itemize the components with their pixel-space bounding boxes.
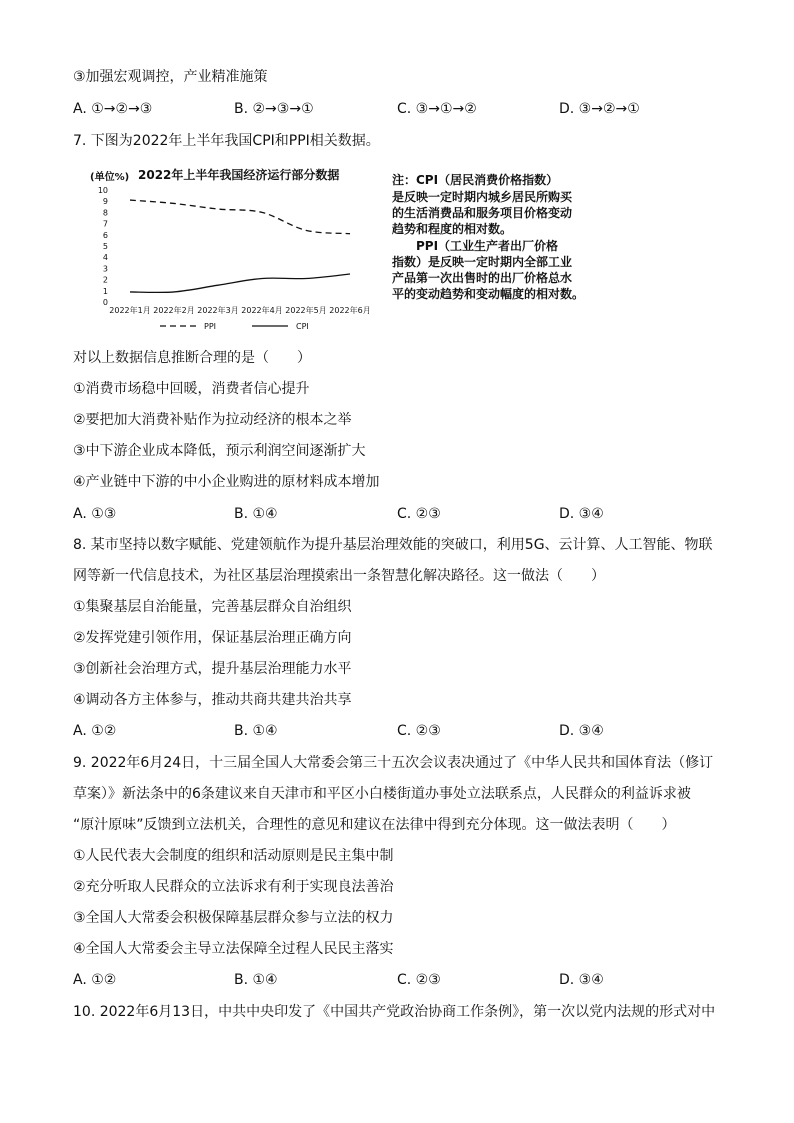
chart-note-line: 趋势和程度的相对数。 — [392, 222, 513, 236]
y-tick-label: 4 — [102, 253, 108, 263]
q7-item-1: ①消费市场稳中回暖，消费者信心提升 — [73, 381, 310, 397]
q7-option-b[interactable]: B. ①④ — [234, 506, 278, 522]
q7-question: 对以上数据信息推断合理的是（ ） — [73, 350, 311, 366]
q6-option-b[interactable]: B. ②→③→① — [234, 101, 314, 117]
chart-note-line: PPI（工业生产者出厂价格 — [392, 239, 559, 253]
x-tick-label: 2022年5月 — [285, 306, 327, 315]
q9-option-b[interactable]: B. ①④ — [234, 972, 278, 988]
q9-stem-line-1: 9. 2022年6月24日，十三届全国人大常委会第三十五次会议表决通过了《中华人民共和国体育法（修订 — [73, 755, 714, 771]
y-tick-label: 1 — [102, 286, 108, 296]
q8-option-d[interactable]: D. ③④ — [559, 723, 604, 739]
x-tick-label: 2022年3月 — [197, 306, 239, 315]
q7-item-4: ④产业链中下游的中小企业购进的原材料成本增加 — [73, 474, 380, 490]
q7-stem: 7. 下图为2022年上半年我国CPI和PPI相关数据。 — [73, 133, 380, 149]
q7-option-c[interactable]: C. ②③ — [397, 506, 441, 522]
q6-item-3: ③加强宏观调控，产业精准施策 — [73, 69, 268, 85]
q9-item-3: ③全国人大常委会积极保障基层群众参与立法的权力 — [73, 910, 394, 926]
q8-stem-line-1: 8. 某市坚持以数字赋能、党建领航作为提升基层治理效能的突破口，利用5G、云计算、人工智能、物联 — [73, 537, 713, 553]
chart-note-line: 指数）是反映一定时期内全部工业 — [392, 255, 573, 269]
y-tick-label: 8 — [102, 208, 108, 218]
series-line-ppi — [130, 200, 350, 234]
q9-stem-line-2: 草案）》新法条中的6条建议来自天津市和平区小白楼街道办事处立法联系点，人民群众的利益诉求被 — [73, 786, 691, 802]
q9-option-a[interactable]: A. ①② — [73, 972, 117, 988]
q9-item-1: ①人民代表大会制度的组织和活动原则是民主集中制 — [73, 848, 394, 864]
q7-item-3: ③中下游企业成本降低，预示利润空间逐渐扩大 — [73, 443, 366, 459]
series-line-cpi — [130, 274, 350, 292]
q8-stem-line-2: 网等新一代信息技术，为社区基层治理摸索出一条智慧化解决路径。这一做法（ ） — [73, 568, 605, 584]
y-tick-label: 0 — [102, 298, 108, 307]
q7-item-2: ②要把加大消费补贴作为拉动经济的根本之举 — [73, 412, 352, 428]
q9-item-2: ②充分听取人民群众的立法诉求有利于实现良法善治 — [73, 879, 394, 895]
y-tick-label: 9 — [102, 197, 108, 207]
q8-option-a[interactable]: A. ①② — [73, 723, 117, 739]
q7-option-a[interactable]: A. ①③ — [73, 506, 117, 522]
y-tick-label: 2 — [102, 275, 108, 285]
y-tick-label: 5 — [102, 242, 108, 251]
x-tick-label: 2022年2月 — [153, 306, 195, 315]
q8-item-1: ①集聚基层自治能量，完善基层群众自治组织 — [73, 599, 352, 615]
chart-note-line: 注：CPI（居民消费价格指数） — [392, 173, 559, 187]
chart-unit-label: (单位%) — [90, 172, 130, 183]
q9-option-c[interactable]: C. ②③ — [397, 972, 441, 988]
q6-option-c[interactable]: C. ③→①→② — [397, 101, 477, 117]
y-tick-label: 6 — [102, 230, 108, 240]
q8-item-2: ②发挥党建引领作用，保证基层治理正确方向 — [73, 630, 352, 646]
chart-note-line: 平的变动趋势和变动幅度的相对数。 — [392, 287, 585, 301]
legend-label-cpi: CPI — [296, 322, 309, 331]
q6-option-a[interactable]: A. ①→②→③ — [73, 101, 153, 117]
q7-option-d[interactable]: D. ③④ — [559, 506, 604, 522]
chart-title: 2022年上半年我国经济运行部分数据 — [138, 168, 340, 182]
q9-option-d[interactable]: D. ③④ — [559, 972, 604, 988]
q10-stem: 10. 2022年6月13日，中共中央印发了《中国共产党政治协商工作条例》，第一次以党内法规的形式对中 — [73, 1004, 716, 1020]
x-tick-label: 2022年4月 — [241, 306, 283, 315]
chart-note-line: 产品第一次出售时的出厂价格总水 — [392, 271, 573, 285]
chart-note-line: 的生活消费品和服务项目价格变动 — [392, 206, 573, 220]
cpi-ppi-line-chart — [80, 180, 390, 340]
q9-item-4: ④全国人大常委会主导立法保障全过程人民民主落实 — [73, 941, 394, 957]
q9-stem-line-3: “原汁原味”反馈到立法机关，合理性的意见和建议在法律中得到充分体现。这一做法表明（ ） — [73, 817, 676, 833]
chart-note-line: 是反映一定时期内城乡居民所购买 — [392, 190, 573, 204]
x-tick-label: 2022年6月 — [329, 306, 371, 315]
y-tick-label: 7 — [102, 219, 108, 229]
legend-label-ppi: PPI — [204, 322, 217, 331]
y-tick-label: 3 — [102, 264, 108, 274]
q6-option-d[interactable]: D. ③→②→① — [559, 101, 640, 117]
q8-item-3: ③创新社会治理方式，提升基层治理能力水平 — [73, 661, 352, 677]
q8-option-c[interactable]: C. ②③ — [397, 723, 441, 739]
q8-item-4: ④调动各方主体参与，推动共商共建共治共享 — [73, 692, 352, 708]
q8-option-b[interactable]: B. ①④ — [234, 723, 278, 739]
x-tick-label: 2022年1月 — [109, 306, 151, 315]
y-tick-label: 10 — [97, 186, 108, 195]
